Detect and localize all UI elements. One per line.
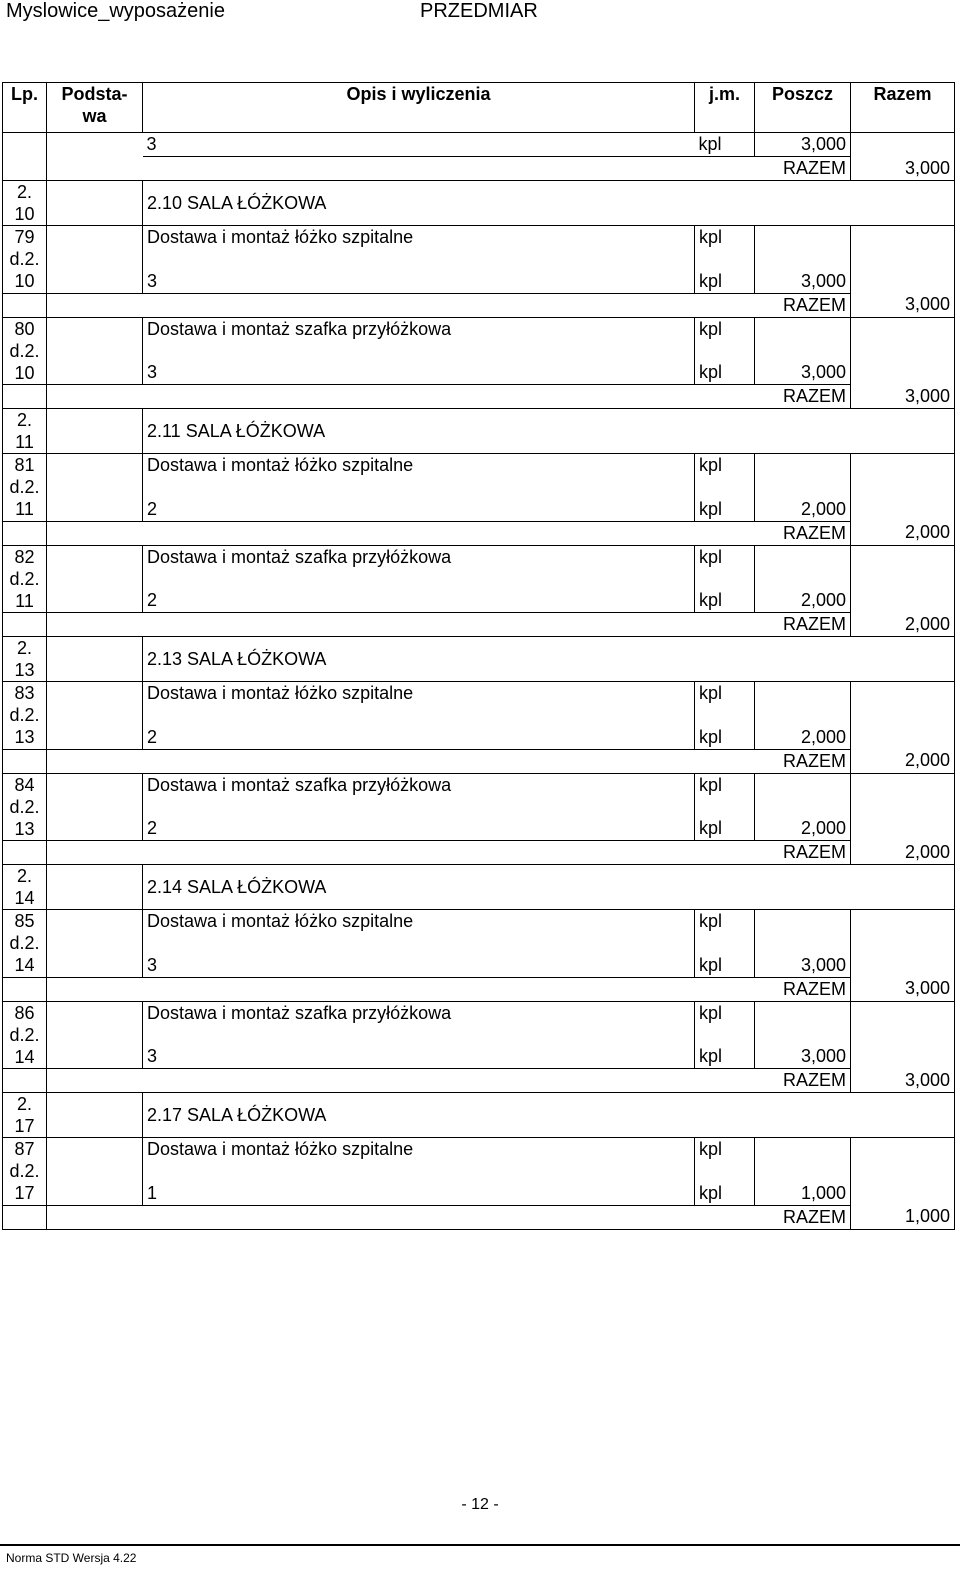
section-lp: 2. 17 (3, 1093, 47, 1138)
measurement-unit: kpl (695, 1045, 755, 1069)
razem-row (3, 977, 955, 1001)
section-title: 2.14 SALA ŁÓŻKOWA (143, 865, 695, 910)
measurement-unit: kpl (695, 726, 755, 750)
razem-label: RAZEM (755, 293, 851, 317)
item-row (3, 773, 955, 817)
section-row (3, 865, 955, 910)
measurement-row (3, 589, 955, 613)
col-header-jm: j.m. (695, 83, 755, 133)
razem-row (3, 385, 955, 409)
item-lp: 87 d.2. 17 (3, 1138, 47, 1206)
razem-value: 3,000 (851, 385, 955, 409)
razem-value: 2,000 (851, 841, 955, 865)
item-lp: 80 d.2. 10 (3, 317, 47, 385)
item-poszcz: 1,000 (755, 1182, 851, 1206)
item-lp: 84 d.2. 13 (3, 773, 47, 841)
measurement-unit: kpl (695, 954, 755, 978)
item-description: Dostawa i montaż szafka przyłóżkowa (143, 545, 695, 589)
item-description: Dostawa i montaż szafka przyłóżkowa (143, 1001, 695, 1045)
section-title: 2.13 SALA ŁÓŻKOWA (143, 637, 695, 682)
item-unit: kpl (695, 545, 755, 589)
item-unit: kpl (695, 317, 755, 361)
col-header-poszcz: Poszcz (755, 83, 851, 133)
section-title: 2.10 SALA ŁÓŻKOWA (143, 181, 695, 226)
item-quantity: 2 (143, 589, 695, 613)
row-quantity: 3 (143, 133, 695, 157)
measurement-row (3, 1045, 955, 1069)
item-description: Dostawa i montaż szafka przyłóżkowa (143, 773, 695, 817)
measurement-unit: kpl (695, 361, 755, 385)
razem-row (3, 841, 955, 865)
item-row (3, 454, 955, 498)
item-quantity: 3 (143, 361, 695, 385)
razem-row (3, 521, 955, 545)
col-header-lp: Lp. (3, 83, 47, 133)
section-lp: 2. 10 (3, 181, 47, 226)
measurement-unit: kpl (695, 589, 755, 613)
document-type: PRZEDMIAR (420, 0, 538, 22)
item-row (3, 910, 955, 954)
razem-row (3, 613, 955, 637)
measurement-row (3, 726, 955, 750)
razem-row (3, 1205, 955, 1229)
item-description: Dostawa i montaż łóżko szpitalne (143, 910, 695, 954)
item-quantity: 2 (143, 498, 695, 522)
measurement-row (3, 954, 955, 978)
item-poszcz: 3,000 (755, 954, 851, 978)
razem-value: 3,000 (851, 293, 955, 317)
section-row (3, 637, 955, 682)
item-unit: kpl (695, 1138, 755, 1182)
razem-value: 1,000 (851, 1205, 955, 1229)
razem-value: 3,000 (851, 157, 955, 181)
item-row (3, 1001, 955, 1045)
item-unit: kpl (695, 773, 755, 817)
razem-value: 2,000 (851, 521, 955, 545)
razem-value: 2,000 (851, 749, 955, 773)
razem-label: RAZEM (755, 1205, 851, 1229)
measurement-row (3, 361, 955, 385)
row-poszcz: 3,000 (755, 133, 851, 157)
razem-label: RAZEM (755, 385, 851, 409)
item-description: Dostawa i montaż łóżko szpitalne (143, 454, 695, 498)
razem-label: RAZEM (755, 613, 851, 637)
item-quantity: 3 (143, 1045, 695, 1069)
item-poszcz: 3,000 (755, 361, 851, 385)
item-row (3, 682, 955, 726)
item-poszcz: 2,000 (755, 817, 851, 841)
document-name: Myslowice_wyposażenie (6, 0, 225, 22)
col-header-razem: Razem (851, 83, 955, 133)
measurement-unit: kpl (695, 1182, 755, 1206)
item-poszcz: 2,000 (755, 498, 851, 522)
item-poszcz: 3,000 (755, 1045, 851, 1069)
section-title: 2.11 SALA ŁÓŻKOWA (143, 409, 695, 454)
item-description: Dostawa i montaż łóżko szpitalne (143, 682, 695, 726)
razem-row (3, 1069, 955, 1093)
measurement-unit: kpl (695, 817, 755, 841)
footer-divider (0, 1544, 960, 1546)
item-description: Dostawa i montaż łóżko szpitalne (143, 226, 695, 270)
razem-row (3, 157, 955, 181)
item-lp: 86 d.2. 14 (3, 1001, 47, 1069)
item-row (3, 226, 955, 270)
item-unit: kpl (695, 1001, 755, 1045)
item-quantity: 3 (143, 270, 695, 294)
table-header-row (3, 83, 955, 133)
section-title: 2.17 SALA ŁÓŻKOWA (143, 1093, 695, 1138)
col-header-opis: Opis i wyliczenia (143, 83, 695, 133)
przedmiar-table (2, 82, 955, 1230)
section-lp: 2. 14 (3, 865, 47, 910)
item-poszcz: 2,000 (755, 726, 851, 750)
razem-row (3, 749, 955, 773)
razem-label: RAZEM (755, 841, 851, 865)
page-number: - 12 - (461, 1496, 499, 1513)
item-poszcz: 2,000 (755, 589, 851, 613)
razem-label: RAZEM (755, 977, 851, 1001)
row-unit: kpl (695, 133, 755, 157)
razem-label: RAZEM (755, 749, 851, 773)
razem-value: 3,000 (851, 977, 955, 1001)
section-row (3, 1093, 955, 1138)
measurement-unit: kpl (695, 498, 755, 522)
section-lp: 2. 11 (3, 409, 47, 454)
col-header-podstawa: Podsta- wa (47, 83, 143, 133)
table-row (3, 133, 955, 157)
section-row (3, 181, 955, 226)
item-description: Dostawa i montaż łóżko szpitalne (143, 1138, 695, 1182)
item-lp: 85 d.2. 14 (3, 910, 47, 978)
measurement-unit: kpl (695, 270, 755, 294)
razem-label: RAZEM (755, 521, 851, 545)
measurement-row (3, 1182, 955, 1206)
item-unit: kpl (695, 910, 755, 954)
item-unit: kpl (695, 226, 755, 270)
item-row (3, 545, 955, 589)
razem-row (3, 293, 955, 317)
item-row (3, 317, 955, 361)
measurement-row (3, 817, 955, 841)
item-lp: 83 d.2. 13 (3, 682, 47, 750)
measurement-row (3, 498, 955, 522)
item-poszcz: 3,000 (755, 270, 851, 294)
software-version: Norma STD Wersja 4.22 (6, 1551, 137, 1565)
item-quantity: 2 (143, 817, 695, 841)
item-quantity: 1 (143, 1182, 695, 1206)
item-quantity: 3 (143, 954, 695, 978)
table-body (3, 133, 955, 1230)
razem-value: 2,000 (851, 613, 955, 637)
item-lp: 82 d.2. 11 (3, 545, 47, 613)
measurement-row (3, 270, 955, 294)
razem-value: 3,000 (851, 1069, 955, 1093)
section-lp: 2. 13 (3, 637, 47, 682)
section-row (3, 409, 955, 454)
item-lp: 79 d.2. 10 (3, 226, 47, 294)
item-quantity: 2 (143, 726, 695, 750)
item-description: Dostawa i montaż szafka przyłóżkowa (143, 317, 695, 361)
item-row (3, 1138, 955, 1182)
razem-label: RAZEM (755, 157, 851, 181)
item-unit: kpl (695, 682, 755, 726)
razem-label: RAZEM (755, 1069, 851, 1093)
item-unit: kpl (695, 454, 755, 498)
item-lp: 81 d.2. 11 (3, 454, 47, 522)
